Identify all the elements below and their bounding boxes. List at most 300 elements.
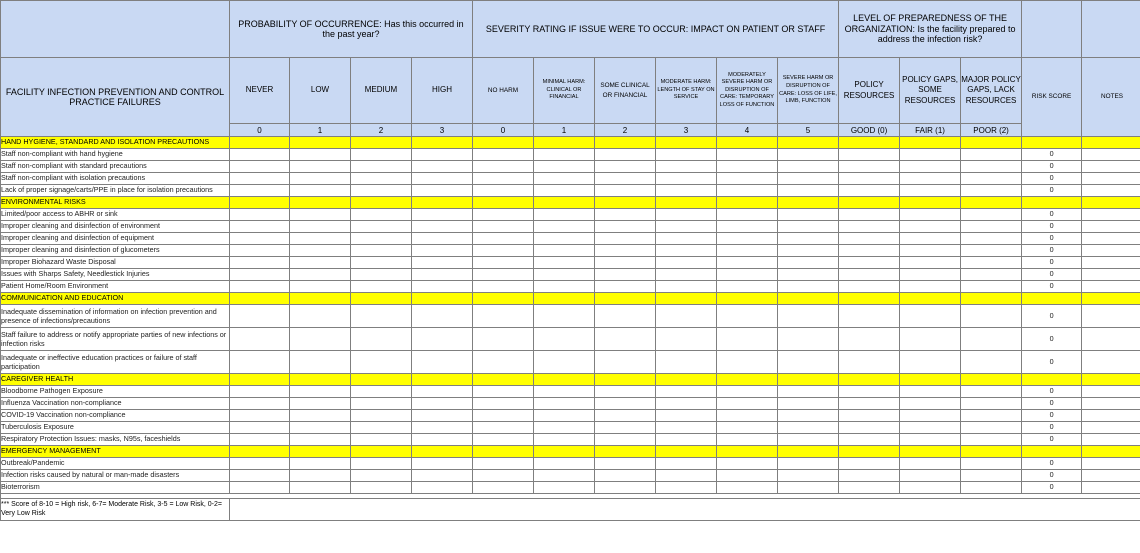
notes-cell[interactable] (1082, 305, 1140, 328)
rating-cell[interactable] (534, 482, 595, 494)
rating-cell[interactable] (839, 173, 900, 185)
rating-cell[interactable] (839, 328, 900, 351)
rating-cell[interactable] (230, 458, 290, 470)
rating-cell[interactable] (839, 209, 900, 221)
rating-cell[interactable] (839, 482, 900, 494)
rating-cell[interactable] (839, 470, 900, 482)
rating-cell[interactable] (717, 269, 778, 281)
notes-cell[interactable] (1082, 173, 1140, 185)
rating-cell[interactable] (778, 245, 839, 257)
rating-cell[interactable] (230, 173, 290, 185)
rating-cell[interactable] (900, 173, 961, 185)
rating-cell[interactable] (961, 328, 1022, 351)
rating-cell[interactable] (900, 351, 961, 374)
rating-cell[interactable] (290, 305, 351, 328)
rating-cell[interactable] (961, 233, 1022, 245)
rating-cell[interactable] (351, 269, 412, 281)
rating-cell[interactable] (717, 398, 778, 410)
rating-cell[interactable] (473, 422, 534, 434)
rating-cell[interactable] (778, 305, 839, 328)
notes-cell[interactable] (1082, 161, 1140, 173)
rating-cell[interactable] (230, 185, 290, 197)
rating-cell[interactable] (534, 173, 595, 185)
rating-cell[interactable] (778, 269, 839, 281)
rating-cell[interactable] (961, 398, 1022, 410)
rating-cell[interactable] (717, 386, 778, 398)
rating-cell[interactable] (961, 161, 1022, 173)
notes-cell[interactable] (1082, 410, 1140, 422)
rating-cell[interactable] (839, 398, 900, 410)
rating-cell[interactable] (656, 233, 717, 245)
rating-cell[interactable] (595, 257, 656, 269)
rating-cell[interactable] (351, 351, 412, 374)
rating-cell[interactable] (656, 149, 717, 161)
rating-cell[interactable] (839, 245, 900, 257)
rating-cell[interactable] (656, 470, 717, 482)
rating-cell[interactable] (230, 328, 290, 351)
rating-cell[interactable] (961, 458, 1022, 470)
rating-cell[interactable] (351, 209, 412, 221)
rating-cell[interactable] (351, 482, 412, 494)
rating-cell[interactable] (900, 149, 961, 161)
rating-cell[interactable] (534, 257, 595, 269)
rating-cell[interactable] (595, 185, 656, 197)
rating-cell[interactable] (412, 209, 473, 221)
rating-cell[interactable] (778, 470, 839, 482)
rating-cell[interactable] (717, 422, 778, 434)
rating-cell[interactable] (900, 209, 961, 221)
rating-cell[interactable] (595, 410, 656, 422)
rating-cell[interactable] (351, 328, 412, 351)
rating-cell[interactable] (534, 328, 595, 351)
rating-cell[interactable] (412, 269, 473, 281)
rating-cell[interactable] (839, 351, 900, 374)
rating-cell[interactable] (473, 398, 534, 410)
rating-cell[interactable] (412, 305, 473, 328)
notes-cell[interactable] (1082, 398, 1140, 410)
rating-cell[interactable] (534, 351, 595, 374)
rating-cell[interactable] (778, 209, 839, 221)
rating-cell[interactable] (230, 245, 290, 257)
rating-cell[interactable] (839, 269, 900, 281)
rating-cell[interactable] (473, 269, 534, 281)
rating-cell[interactable] (595, 305, 656, 328)
rating-cell[interactable] (351, 161, 412, 173)
rating-cell[interactable] (534, 458, 595, 470)
rating-cell[interactable] (412, 434, 473, 446)
rating-cell[interactable] (412, 281, 473, 293)
rating-cell[interactable] (534, 305, 595, 328)
rating-cell[interactable] (290, 161, 351, 173)
rating-cell[interactable] (351, 149, 412, 161)
rating-cell[interactable] (961, 434, 1022, 446)
rating-cell[interactable] (961, 245, 1022, 257)
notes-cell[interactable] (1082, 351, 1140, 374)
rating-cell[interactable] (351, 257, 412, 269)
rating-cell[interactable] (900, 221, 961, 233)
rating-cell[interactable] (230, 149, 290, 161)
rating-cell[interactable] (717, 305, 778, 328)
rating-cell[interactable] (961, 221, 1022, 233)
rating-cell[interactable] (534, 185, 595, 197)
rating-cell[interactable] (595, 161, 656, 173)
rating-cell[interactable] (656, 257, 717, 269)
notes-cell[interactable] (1082, 257, 1140, 269)
rating-cell[interactable] (900, 269, 961, 281)
rating-cell[interactable] (290, 281, 351, 293)
rating-cell[interactable] (656, 434, 717, 446)
rating-cell[interactable] (656, 482, 717, 494)
rating-cell[interactable] (595, 245, 656, 257)
rating-cell[interactable] (290, 257, 351, 269)
rating-cell[interactable] (412, 221, 473, 233)
rating-cell[interactable] (961, 281, 1022, 293)
rating-cell[interactable] (290, 149, 351, 161)
rating-cell[interactable] (534, 422, 595, 434)
rating-cell[interactable] (230, 209, 290, 221)
rating-cell[interactable] (839, 233, 900, 245)
rating-cell[interactable] (534, 269, 595, 281)
rating-cell[interactable] (351, 386, 412, 398)
rating-cell[interactable] (778, 328, 839, 351)
rating-cell[interactable] (839, 434, 900, 446)
rating-cell[interactable] (473, 434, 534, 446)
rating-cell[interactable] (351, 422, 412, 434)
rating-cell[interactable] (595, 149, 656, 161)
rating-cell[interactable] (412, 482, 473, 494)
rating-cell[interactable] (717, 482, 778, 494)
rating-cell[interactable] (351, 470, 412, 482)
rating-cell[interactable] (656, 281, 717, 293)
rating-cell[interactable] (778, 351, 839, 374)
rating-cell[interactable] (534, 221, 595, 233)
rating-cell[interactable] (412, 173, 473, 185)
rating-cell[interactable] (412, 328, 473, 351)
rating-cell[interactable] (290, 351, 351, 374)
rating-cell[interactable] (534, 161, 595, 173)
rating-cell[interactable] (778, 458, 839, 470)
rating-cell[interactable] (900, 281, 961, 293)
rating-cell[interactable] (290, 221, 351, 233)
rating-cell[interactable] (839, 185, 900, 197)
rating-cell[interactable] (290, 434, 351, 446)
rating-cell[interactable] (230, 221, 290, 233)
notes-cell[interactable] (1082, 209, 1140, 221)
rating-cell[interactable] (717, 233, 778, 245)
rating-cell[interactable] (290, 185, 351, 197)
rating-cell[interactable] (412, 398, 473, 410)
rating-cell[interactable] (900, 482, 961, 494)
rating-cell[interactable] (230, 257, 290, 269)
rating-cell[interactable] (656, 173, 717, 185)
rating-cell[interactable] (900, 233, 961, 245)
rating-cell[interactable] (656, 328, 717, 351)
rating-cell[interactable] (778, 257, 839, 269)
rating-cell[interactable] (900, 386, 961, 398)
rating-cell[interactable] (351, 305, 412, 328)
rating-cell[interactable] (473, 245, 534, 257)
rating-cell[interactable] (230, 470, 290, 482)
rating-cell[interactable] (656, 209, 717, 221)
rating-cell[interactable] (717, 185, 778, 197)
rating-cell[interactable] (778, 398, 839, 410)
rating-cell[interactable] (351, 221, 412, 233)
rating-cell[interactable] (778, 185, 839, 197)
rating-cell[interactable] (473, 470, 534, 482)
rating-cell[interactable] (230, 269, 290, 281)
rating-cell[interactable] (656, 245, 717, 257)
rating-cell[interactable] (778, 161, 839, 173)
rating-cell[interactable] (351, 185, 412, 197)
rating-cell[interactable] (473, 209, 534, 221)
rating-cell[interactable] (778, 386, 839, 398)
rating-cell[interactable] (473, 482, 534, 494)
rating-cell[interactable] (595, 422, 656, 434)
rating-cell[interactable] (656, 161, 717, 173)
rating-cell[interactable] (717, 245, 778, 257)
rating-cell[interactable] (230, 305, 290, 328)
rating-cell[interactable] (230, 351, 290, 374)
rating-cell[interactable] (534, 470, 595, 482)
rating-cell[interactable] (290, 173, 351, 185)
rating-cell[interactable] (595, 281, 656, 293)
rating-cell[interactable] (351, 458, 412, 470)
rating-cell[interactable] (839, 410, 900, 422)
rating-cell[interactable] (717, 410, 778, 422)
rating-cell[interactable] (473, 257, 534, 269)
rating-cell[interactable] (839, 422, 900, 434)
rating-cell[interactable] (534, 209, 595, 221)
rating-cell[interactable] (473, 386, 534, 398)
rating-cell[interactable] (656, 221, 717, 233)
rating-cell[interactable] (412, 458, 473, 470)
rating-cell[interactable] (290, 233, 351, 245)
rating-cell[interactable] (900, 161, 961, 173)
rating-cell[interactable] (230, 410, 290, 422)
rating-cell[interactable] (473, 458, 534, 470)
notes-cell[interactable] (1082, 233, 1140, 245)
rating-cell[interactable] (230, 482, 290, 494)
rating-cell[interactable] (290, 209, 351, 221)
rating-cell[interactable] (961, 482, 1022, 494)
rating-cell[interactable] (717, 161, 778, 173)
rating-cell[interactable] (534, 245, 595, 257)
rating-cell[interactable] (412, 386, 473, 398)
rating-cell[interactable] (412, 149, 473, 161)
rating-cell[interactable] (717, 470, 778, 482)
rating-cell[interactable] (839, 458, 900, 470)
rating-cell[interactable] (473, 161, 534, 173)
rating-cell[interactable] (230, 161, 290, 173)
notes-cell[interactable] (1082, 482, 1140, 494)
rating-cell[interactable] (900, 398, 961, 410)
rating-cell[interactable] (595, 458, 656, 470)
rating-cell[interactable] (961, 173, 1022, 185)
rating-cell[interactable] (473, 328, 534, 351)
rating-cell[interactable] (717, 209, 778, 221)
rating-cell[interactable] (595, 221, 656, 233)
rating-cell[interactable] (656, 458, 717, 470)
rating-cell[interactable] (351, 410, 412, 422)
rating-cell[interactable] (778, 233, 839, 245)
rating-cell[interactable] (412, 422, 473, 434)
rating-cell[interactable] (290, 269, 351, 281)
rating-cell[interactable] (595, 398, 656, 410)
rating-cell[interactable] (351, 173, 412, 185)
rating-cell[interactable] (412, 185, 473, 197)
rating-cell[interactable] (230, 422, 290, 434)
notes-cell[interactable] (1082, 458, 1140, 470)
rating-cell[interactable] (717, 328, 778, 351)
rating-cell[interactable] (900, 422, 961, 434)
rating-cell[interactable] (595, 233, 656, 245)
notes-cell[interactable] (1082, 245, 1140, 257)
rating-cell[interactable] (717, 458, 778, 470)
rating-cell[interactable] (534, 386, 595, 398)
rating-cell[interactable] (290, 245, 351, 257)
rating-cell[interactable] (961, 386, 1022, 398)
notes-cell[interactable] (1082, 221, 1140, 233)
rating-cell[interactable] (656, 398, 717, 410)
rating-cell[interactable] (961, 149, 1022, 161)
rating-cell[interactable] (534, 281, 595, 293)
rating-cell[interactable] (595, 434, 656, 446)
rating-cell[interactable] (961, 305, 1022, 328)
rating-cell[interactable] (656, 422, 717, 434)
rating-cell[interactable] (595, 470, 656, 482)
rating-cell[interactable] (778, 422, 839, 434)
rating-cell[interactable] (900, 305, 961, 328)
notes-cell[interactable] (1082, 281, 1140, 293)
rating-cell[interactable] (473, 221, 534, 233)
rating-cell[interactable] (473, 351, 534, 374)
rating-cell[interactable] (412, 245, 473, 257)
rating-cell[interactable] (778, 173, 839, 185)
notes-cell[interactable] (1082, 328, 1140, 351)
rating-cell[interactable] (595, 386, 656, 398)
notes-cell[interactable] (1082, 434, 1140, 446)
rating-cell[interactable] (717, 173, 778, 185)
rating-cell[interactable] (839, 149, 900, 161)
rating-cell[interactable] (778, 410, 839, 422)
rating-cell[interactable] (473, 173, 534, 185)
rating-cell[interactable] (473, 185, 534, 197)
rating-cell[interactable] (290, 328, 351, 351)
rating-cell[interactable] (839, 281, 900, 293)
rating-cell[interactable] (473, 149, 534, 161)
rating-cell[interactable] (473, 233, 534, 245)
rating-cell[interactable] (412, 351, 473, 374)
rating-cell[interactable] (717, 257, 778, 269)
notes-cell[interactable] (1082, 386, 1140, 398)
rating-cell[interactable] (412, 161, 473, 173)
rating-cell[interactable] (717, 149, 778, 161)
rating-cell[interactable] (900, 257, 961, 269)
rating-cell[interactable] (656, 305, 717, 328)
rating-cell[interactable] (656, 351, 717, 374)
rating-cell[interactable] (900, 185, 961, 197)
rating-cell[interactable] (534, 410, 595, 422)
rating-cell[interactable] (961, 351, 1022, 374)
rating-cell[interactable] (839, 305, 900, 328)
rating-cell[interactable] (473, 281, 534, 293)
rating-cell[interactable] (351, 398, 412, 410)
rating-cell[interactable] (900, 410, 961, 422)
rating-cell[interactable] (290, 470, 351, 482)
rating-cell[interactable] (961, 185, 1022, 197)
rating-cell[interactable] (656, 269, 717, 281)
rating-cell[interactable] (961, 470, 1022, 482)
rating-cell[interactable] (595, 351, 656, 374)
rating-cell[interactable] (595, 482, 656, 494)
rating-cell[interactable] (778, 149, 839, 161)
rating-cell[interactable] (961, 410, 1022, 422)
rating-cell[interactable] (900, 328, 961, 351)
rating-cell[interactable] (595, 328, 656, 351)
rating-cell[interactable] (656, 386, 717, 398)
rating-cell[interactable] (961, 269, 1022, 281)
rating-cell[interactable] (778, 482, 839, 494)
rating-cell[interactable] (717, 281, 778, 293)
rating-cell[interactable] (351, 233, 412, 245)
rating-cell[interactable] (351, 434, 412, 446)
rating-cell[interactable] (656, 185, 717, 197)
rating-cell[interactable] (290, 398, 351, 410)
notes-cell[interactable] (1082, 269, 1140, 281)
rating-cell[interactable] (900, 434, 961, 446)
rating-cell[interactable] (290, 410, 351, 422)
rating-cell[interactable] (534, 434, 595, 446)
rating-cell[interactable] (534, 398, 595, 410)
rating-cell[interactable] (900, 458, 961, 470)
notes-cell[interactable] (1082, 185, 1140, 197)
rating-cell[interactable] (717, 434, 778, 446)
rating-cell[interactable] (778, 221, 839, 233)
rating-cell[interactable] (351, 281, 412, 293)
rating-cell[interactable] (961, 257, 1022, 269)
rating-cell[interactable] (412, 233, 473, 245)
rating-cell[interactable] (534, 233, 595, 245)
rating-cell[interactable] (656, 410, 717, 422)
rating-cell[interactable] (290, 482, 351, 494)
rating-cell[interactable] (778, 434, 839, 446)
rating-cell[interactable] (534, 149, 595, 161)
notes-cell[interactable] (1082, 149, 1140, 161)
rating-cell[interactable] (900, 470, 961, 482)
rating-cell[interactable] (230, 398, 290, 410)
rating-cell[interactable] (717, 221, 778, 233)
rating-cell[interactable] (290, 458, 351, 470)
rating-cell[interactable] (473, 305, 534, 328)
rating-cell[interactable] (230, 281, 290, 293)
rating-cell[interactable] (839, 257, 900, 269)
rating-cell[interactable] (900, 245, 961, 257)
rating-cell[interactable] (412, 470, 473, 482)
rating-cell[interactable] (839, 161, 900, 173)
rating-cell[interactable] (412, 257, 473, 269)
rating-cell[interactable] (717, 351, 778, 374)
rating-cell[interactable] (839, 221, 900, 233)
rating-cell[interactable] (230, 233, 290, 245)
rating-cell[interactable] (595, 269, 656, 281)
rating-cell[interactable] (412, 410, 473, 422)
rating-cell[interactable] (778, 281, 839, 293)
notes-cell[interactable] (1082, 470, 1140, 482)
rating-cell[interactable] (961, 422, 1022, 434)
rating-cell[interactable] (230, 434, 290, 446)
rating-cell[interactable] (839, 386, 900, 398)
rating-cell[interactable] (351, 245, 412, 257)
